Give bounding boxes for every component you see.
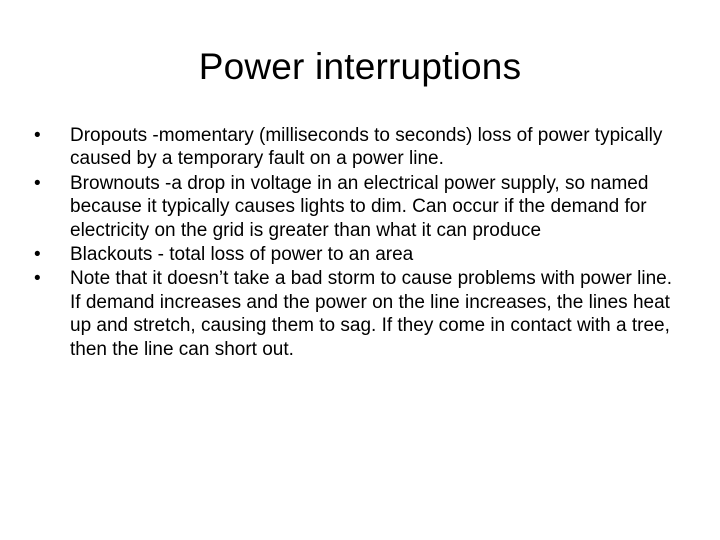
bullet-item-blackouts <box>34 243 684 266</box>
bullet-text: Note that it doesn’t take a bad storm to cause problems with power line. If demand increases and the power on the line increases, the lines heat up and stretch, causing them to sag. If they come in contact with a tree, then the line can short out. <box>70 268 672 360</box>
bullet-text: Blackouts - total loss of power to an area <box>70 244 414 266</box>
slide-title: Power interruptions <box>198 46 522 87</box>
bullet-text: Dropouts -momentary (milliseconds to seconds) loss of power typically caused by a temporary fault on a power line. <box>70 125 663 170</box>
bullet-text: Brownouts -a drop in voltage in an electrical power supply, so named because it typically causes lights to dim. Can occur if the demand for electricity on the grid is greater than what it can produce <box>70 172 649 241</box>
bullet-icon: • <box>34 172 41 194</box>
bullet-list <box>34 124 684 362</box>
bullet-icon: • <box>34 125 41 146</box>
bullet-icon: • <box>34 244 41 266</box>
bullet-item-brownouts <box>34 172 684 242</box>
bullet-icon: • <box>34 268 41 290</box>
bullet-item-dropouts <box>34 124 684 171</box>
bullet-item-note <box>34 267 684 361</box>
